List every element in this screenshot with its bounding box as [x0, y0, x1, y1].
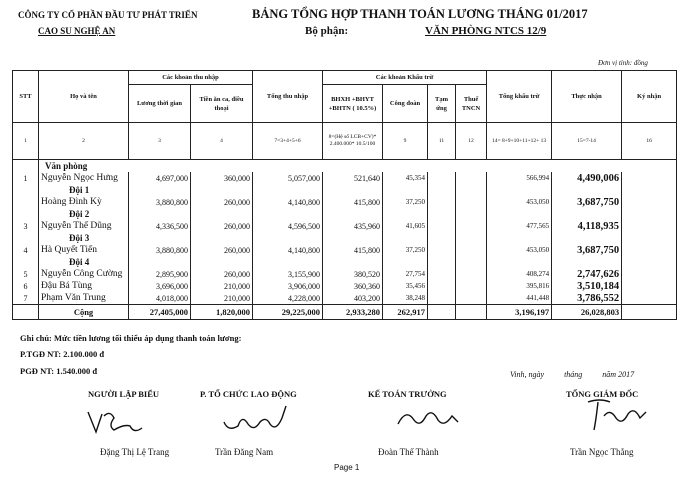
row-insurance: 521,640	[323, 172, 383, 184]
row-net: 3,510,184	[552, 280, 622, 292]
row-allowance: 260,000	[191, 196, 253, 208]
index-cell: 3	[129, 123, 191, 160]
index-cell: 9	[383, 123, 428, 160]
row-union: 35,456	[383, 280, 428, 292]
signer-name-3: Đoàn Thế Thành	[378, 447, 439, 457]
row-insurance: 360,360	[323, 280, 383, 292]
header-name: Họ và tên	[39, 71, 129, 123]
unit-note: Đơn vị tính: đồng	[598, 59, 648, 67]
row-advance	[428, 172, 456, 184]
index-row	[13, 123, 677, 160]
row-signature	[622, 268, 677, 280]
header-total-income: Tổng thu nhập	[253, 71, 323, 123]
row-total-income: 5,057,000	[253, 172, 323, 184]
index-cell: 14= 8+9+10+11+12+ 13	[487, 123, 552, 160]
row-union: 38,248	[383, 292, 428, 305]
row-name: Phạm Văn Trung	[39, 292, 129, 305]
row-salary: 3,880,800	[129, 196, 191, 208]
header-net: Thực nhận	[552, 71, 622, 123]
row-stt: 4	[13, 244, 39, 256]
row-allowance: 260,000	[191, 220, 253, 232]
row-signature	[622, 244, 677, 256]
table-row	[13, 172, 677, 184]
index-cell: 15=7-14	[552, 123, 622, 160]
row-stt: 5	[13, 268, 39, 280]
row-advance	[428, 280, 456, 292]
signer-title-3: KẾ TOÁN TRƯỞNG	[368, 389, 447, 399]
row-tax	[456, 268, 487, 280]
row-total-deduction: 453,050	[487, 244, 552, 256]
group-label: Đội 4	[39, 256, 129, 268]
signer-name-2: Trần Đăng Nam	[215, 447, 274, 457]
group-row	[13, 232, 677, 244]
row-allowance: 260,000	[191, 268, 253, 280]
table-row	[13, 220, 677, 232]
total-label: Cộng	[39, 305, 129, 320]
signature-3-icon	[394, 402, 464, 434]
table-row	[13, 292, 677, 305]
row-salary: 4,018,000	[129, 292, 191, 305]
total-row	[13, 305, 677, 320]
row-union: 37,250	[383, 196, 428, 208]
group-label: Đội 3	[39, 232, 129, 244]
group-label: Đội 1	[39, 184, 129, 196]
row-net: 3,786,552	[552, 292, 622, 305]
row-insurance: 380,520	[323, 268, 383, 280]
department-value: VĂN PHÒNG NTCS 12/9	[425, 25, 547, 37]
row-union: 37,250	[383, 244, 428, 256]
section-row	[13, 160, 677, 173]
row-advance	[428, 268, 456, 280]
row-total-income: 4,140,800	[253, 244, 323, 256]
company-subname: CAO SU NGHỆ AN	[38, 26, 116, 36]
row-tax	[456, 196, 487, 208]
row-tax	[456, 244, 487, 256]
row-union: 41,605	[383, 220, 428, 232]
note-pgd: PGĐ NT: 1.540.000 đ	[20, 366, 98, 376]
row-total-income: 4,140,800	[253, 196, 323, 208]
note-text: Ghi chú: Mức tiền lương tối thiểu áp dụng thanh toán lương:	[20, 333, 242, 343]
header-advance: Tạm ứng	[428, 85, 456, 123]
total-income: 29,225,000	[253, 305, 323, 320]
row-total-deduction: 453,050	[487, 196, 552, 208]
row-total-income: 4,228,000	[253, 292, 323, 305]
total-allowance: 1,820,000	[191, 305, 253, 320]
row-union: 27,754	[383, 268, 428, 280]
row-net: 3,687,750	[552, 244, 622, 256]
group-row	[13, 208, 677, 220]
row-salary: 4,697,000	[129, 172, 191, 184]
row-salary: 3,880,800	[129, 244, 191, 256]
row-tax	[456, 220, 487, 232]
note-ptgd: P.TGĐ NT: 2.100.000 đ	[20, 349, 105, 359]
row-signature	[622, 172, 677, 184]
row-total-income: 4,596,500	[253, 220, 323, 232]
row-stt: 7	[13, 292, 39, 305]
table-row	[13, 244, 677, 256]
group-label: Đội 2	[39, 208, 129, 220]
row-insurance: 435,960	[323, 220, 383, 232]
row-insurance: 403,200	[323, 292, 383, 305]
header-insurance: BHXH +BHYT +BHTN ( 10.5%)	[323, 85, 383, 123]
row-total-deduction: 566,994	[487, 172, 552, 184]
signer-title-2: P. TỔ CHỨC LAO ĐỘNG	[200, 389, 297, 399]
row-salary: 3,696,000	[129, 280, 191, 292]
header-tax: Thuế TNCN	[456, 85, 487, 123]
row-tax	[456, 172, 487, 184]
total-net: 26,028,803	[552, 305, 622, 320]
header-stt: STT	[13, 71, 39, 123]
total-union: 262,917	[383, 305, 428, 320]
table-row	[13, 268, 677, 280]
row-net: 2,747,626	[552, 268, 622, 280]
index-cell: 4	[191, 123, 253, 160]
row-salary: 4,336,500	[129, 220, 191, 232]
row-signature	[622, 280, 677, 292]
row-allowance: 210,000	[191, 292, 253, 305]
document-title: BẢNG TỔNG HỢP THANH TOÁN LƯƠNG THÁNG 01/2017	[252, 7, 588, 21]
row-name: Nguyễn Thế Dũng	[39, 220, 129, 232]
total-insurance: 2,933,280	[323, 305, 383, 320]
date-line: Vinh, ngày tháng năm 2017	[510, 370, 635, 379]
index-cell: 2	[39, 123, 129, 160]
row-net: 3,687,750	[552, 196, 622, 208]
header-union: Công đoàn	[383, 85, 428, 123]
page-number: Page 1	[334, 463, 360, 472]
row-name: Hà Quyết Tiến	[39, 244, 129, 256]
header-allowance: Tiền ăn ca, điều thoại	[191, 85, 253, 123]
header-signature: Ký nhận	[622, 71, 677, 123]
row-signature	[622, 220, 677, 232]
header-income-group: Các khoản thu nhập	[129, 71, 253, 85]
index-cell: 11	[428, 123, 456, 160]
row-name: Hoàng Đình Kỳ	[39, 196, 129, 208]
row-allowance: 210,000	[191, 280, 253, 292]
table-row	[13, 196, 677, 208]
index-cell: 16	[622, 123, 677, 160]
index-cell: 7=3+4+5+6	[253, 123, 323, 160]
row-stt: 1	[13, 172, 39, 184]
index-cell: 8=(Hệ số LCB+CV)* 2.400.000* 10.5/100	[323, 123, 383, 160]
signature-2-icon	[218, 402, 292, 438]
header-salary: Lương thời gian	[129, 85, 191, 123]
row-total-income: 3,155,900	[253, 268, 323, 280]
signer-title-1: NGƯỜI LẬP BIỂU	[88, 389, 160, 399]
signer-name-4: Trần Ngọc Thắng	[570, 447, 634, 457]
row-insurance: 415,800	[323, 244, 383, 256]
row-salary: 2,895,900	[129, 268, 191, 280]
row-insurance: 415,800	[323, 196, 383, 208]
signature-1-icon	[84, 404, 148, 438]
header-deduction-group: Các khoản Khấu trừ	[323, 71, 487, 85]
row-advance	[428, 292, 456, 305]
row-signature	[622, 196, 677, 208]
row-total-deduction: 408,274	[487, 268, 552, 280]
section-label: Văn phòng	[39, 160, 677, 173]
company-name: CÔNG TY CỔ PHẦN ĐẦU TƯ PHÁT TRIỂN	[18, 10, 198, 20]
index-cell: 1	[13, 123, 39, 160]
signer-name-1: Đặng Thị Lệ Trang	[100, 447, 170, 457]
row-total-deduction: 441,448	[487, 292, 552, 305]
group-row	[13, 256, 677, 268]
row-allowance: 260,000	[191, 244, 253, 256]
payroll-table	[12, 70, 677, 320]
row-stt: 3	[13, 220, 39, 232]
row-advance	[428, 220, 456, 232]
total-salary: 27,405,000	[129, 305, 191, 320]
row-tax	[456, 292, 487, 305]
row-stt	[13, 196, 39, 208]
row-signature	[622, 292, 677, 305]
row-advance	[428, 244, 456, 256]
row-net: 4,490,006	[552, 172, 622, 184]
row-total-deduction: 477,565	[487, 220, 552, 232]
row-tax	[456, 280, 487, 292]
table-row	[13, 280, 677, 292]
header-total-deduction: Tổng khấu trừ	[487, 71, 552, 123]
group-row	[13, 184, 677, 196]
department-label: Bộ phận:	[305, 25, 349, 37]
index-cell: 12	[456, 123, 487, 160]
row-stt: 6	[13, 280, 39, 292]
row-name: Nguyễn Công Cường	[39, 268, 129, 280]
row-name: Nguyễn Ngọc Hưng	[39, 172, 129, 184]
total-deduction: 3,196,197	[487, 305, 552, 320]
row-net: 4,118,935	[552, 220, 622, 232]
signer-title-4: TỔNG GIÁM ĐỐC	[566, 389, 639, 399]
row-total-income: 3,906,000	[253, 280, 323, 292]
signature-4-icon	[580, 396, 652, 436]
row-name: Đậu Bá Tùng	[39, 280, 129, 292]
row-advance	[428, 196, 456, 208]
row-total-deduction: 395,816	[487, 280, 552, 292]
row-union: 45,354	[383, 172, 428, 184]
row-allowance: 360,000	[191, 172, 253, 184]
